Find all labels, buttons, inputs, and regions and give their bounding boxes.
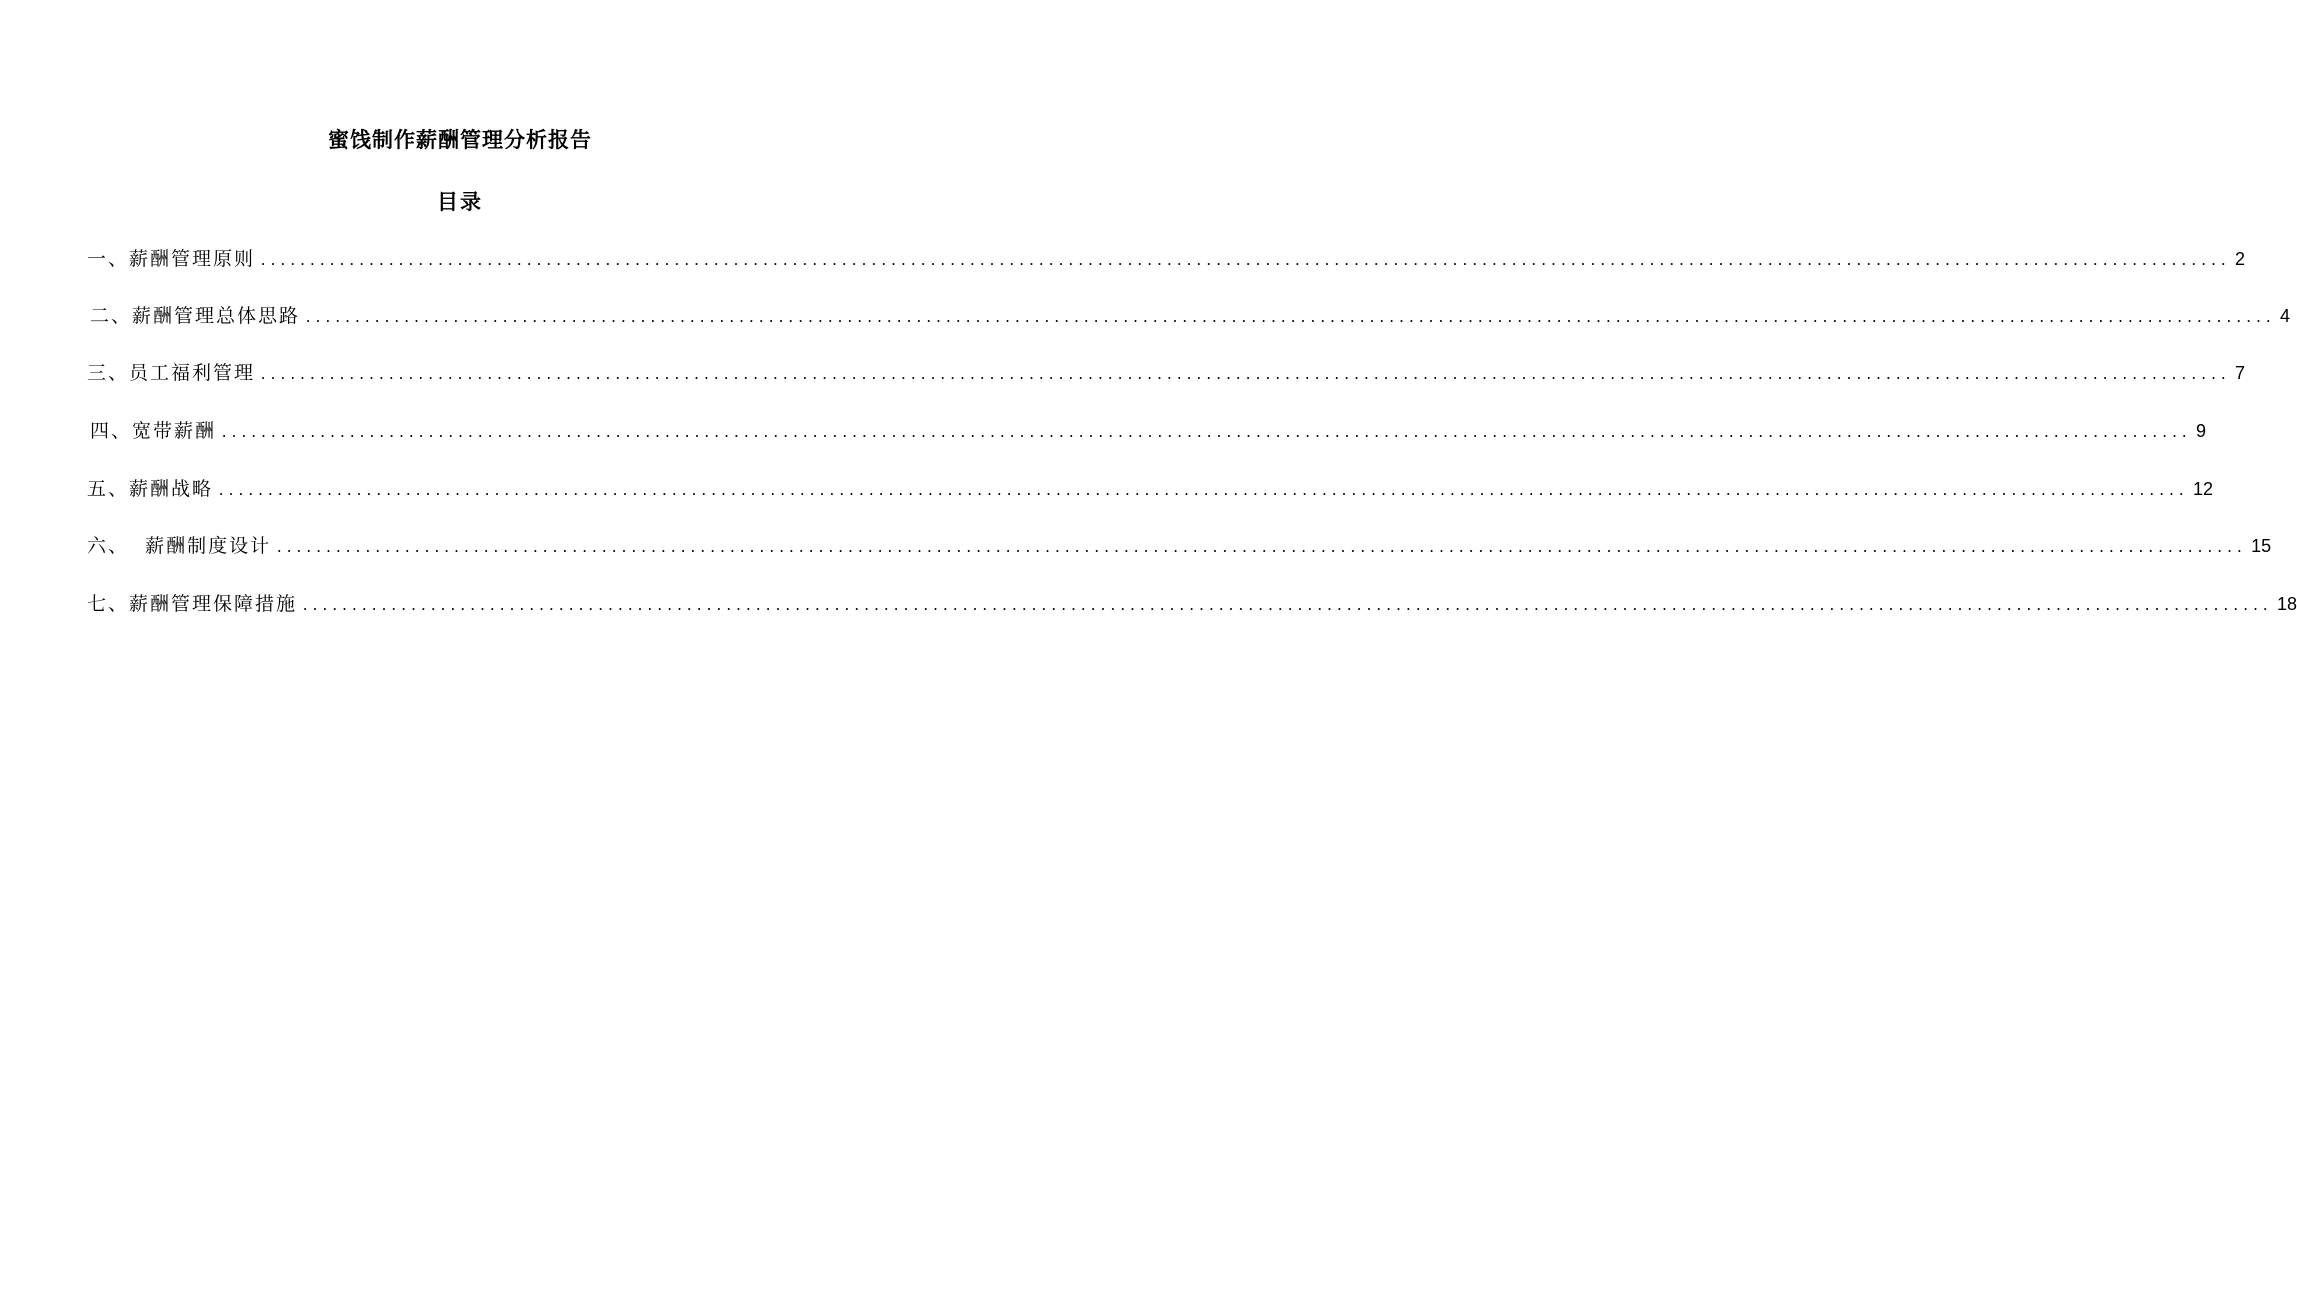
toc-page-number: 2 xyxy=(2235,249,2246,269)
toc-entry-label: 一、薪酬管理原则 xyxy=(87,248,256,270)
toc-page-number: 9 xyxy=(2196,421,2207,441)
document-title: 蜜饯制作薪酬管理分析报告 xyxy=(328,127,592,152)
toc-dot-leader: ........................................................................................................................................................................................................ xyxy=(277,537,2248,556)
toc-page-number: 4 xyxy=(2280,306,2291,326)
toc-entry-label: 四、宽带薪酬 xyxy=(90,420,217,442)
toc-dot-leader: ........................................................................................................................................................................................................ xyxy=(303,595,2274,614)
toc-page-number: 7 xyxy=(2235,363,2246,383)
toc-dot-leader: ........................................................................................................................................................................................................ xyxy=(222,422,2193,441)
toc-entry[interactable] xyxy=(87,244,2246,274)
toc-entry[interactable] xyxy=(87,531,2272,561)
toc-entry-label: 五、薪酬战略 xyxy=(87,478,214,500)
toc-heading: 目录 xyxy=(437,189,483,214)
toc-dot-leader: ........................................................................................................................................................................................................ xyxy=(306,307,2277,326)
toc-entry[interactable] xyxy=(90,416,2207,446)
toc-dot-leader: ........................................................................................................................................................................................................ xyxy=(261,250,2232,269)
toc-page-number: 18 xyxy=(2277,594,2297,614)
toc-page-number: 12 xyxy=(2193,479,2214,499)
toc-page-number: 15 xyxy=(2251,536,2272,556)
toc-dot-leader: ........................................................................................................................................................................................................ xyxy=(261,364,2232,383)
toc-entry-label: 二、薪酬管理总体思路 xyxy=(90,305,301,327)
toc-entry[interactable] xyxy=(87,474,2214,504)
toc-entry-label: 七、薪酬管理保障措施 xyxy=(87,593,298,615)
toc-entry[interactable] xyxy=(87,358,2246,388)
toc-entry[interactable] xyxy=(90,301,2291,331)
toc-entry-label: 三、员工福利管理 xyxy=(87,362,256,384)
toc-dot-leader: ........................................................................................................................................................................................................ xyxy=(219,480,2190,499)
toc-entry[interactable] xyxy=(87,589,2297,619)
toc-entry-label: 六、 薪酬制度设计 xyxy=(87,535,272,557)
